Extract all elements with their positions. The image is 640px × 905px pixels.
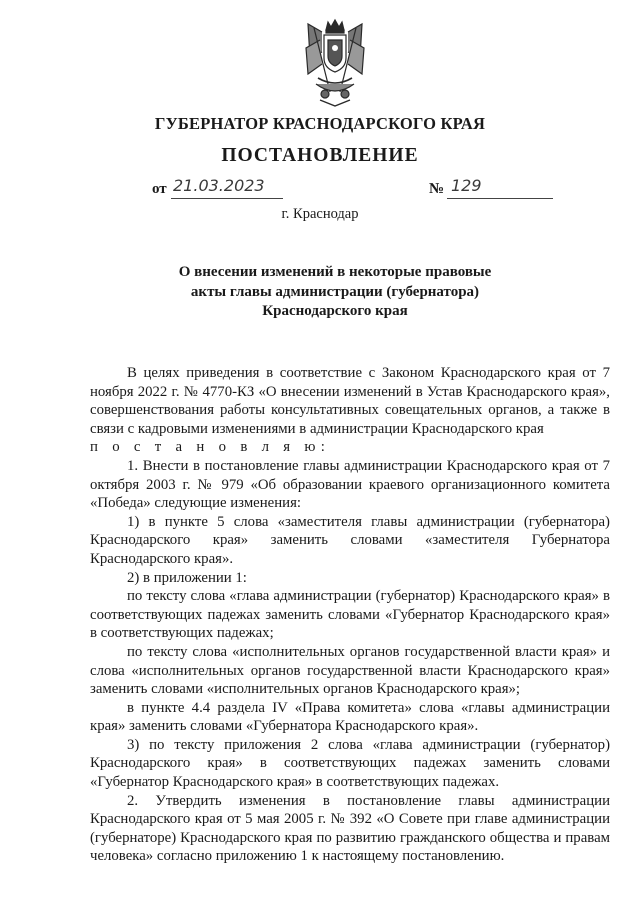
- document-type: ПОСТАНОВЛЕНИЕ: [221, 145, 419, 166]
- body-paragraph: 3) по тексту приложения 2 слова «глава администрации (губернатор) Краснодарского края» в соответствующих падежах заменить словами «Губернатор Краснодарского края» в соответствующих падежах.: [90, 736, 610, 791]
- date-number-row: [0, 176, 640, 205]
- resolve-word: п о с т а н о в л я ю:: [90, 439, 331, 456]
- body-paragraph: 2. Утвердить изменения в постановление главы администрации Краснодарского края от 5 мая 2005 г. № 392 «О Совете при главе администрации (губернаторе) Краснодарского края по развитию гражданского общества и правам человека» согласно приложению 1 к настоящему постановлению.: [90, 792, 610, 865]
- body-paragraph: 2) в приложении 1:: [127, 569, 247, 586]
- authority-title: ГУБЕРНАТОР КРАСНОДАРСКОГО КРАЯ: [154, 114, 486, 133]
- document-body: [90, 364, 610, 866]
- krasnodar-krai-coat-of-arms-icon: [300, 18, 370, 108]
- title-line: Краснодарского края: [262, 303, 408, 319]
- body-paragraph: 1. Внести в постановление главы администрации Краснодарского края от 7 октября 2003 г. № 979 «Об образовании краевого организационного комитета «Победа» следующие изменения:: [90, 457, 610, 512]
- body-paragraph: В целях приведения в соответствие с Законом Краснодарского края от 7 ноября 2022 г. № 4770-КЗ «О внесении изменений в Устав Краснодарского края», совершенствования работы консультативных совещательных органов, а также в связи с кадровыми изменениями в администрации Краснодарского края: [90, 365, 610, 437]
- body-paragraph: по тексту слова «глава администрации (губернатор) Краснодарского края» в соответствующих падежах заменить словами «Губернатор Краснодарского края» в соответствующих падежах;: [90, 588, 610, 642]
- body-paragraph: в пункте 4.4 раздела IV «Права комитета» слова «главы администрации края» заменить словами «Губернатора Краснодарского края».: [90, 699, 610, 735]
- number-prefix: №: [429, 181, 445, 197]
- date-value: 21.03.2023: [171, 176, 283, 199]
- document-title: [140, 263, 530, 322]
- title-line: акты главы администрации (губернатора): [190, 283, 480, 300]
- body-paragraph: по тексту слова «исполнительных органов государственной власти края» и слова «исполнительных органов государственной власти Краснодарского края» заменить словами «исполнительных органов Краснодарского края»;: [90, 643, 610, 698]
- title-line: О внесении изменений в некоторые правовые: [178, 264, 492, 280]
- date-prefix: от: [152, 181, 167, 197]
- city: г. Краснодар: [281, 206, 359, 222]
- coat-of-arms-emblem: [300, 18, 370, 108]
- number-value: 129: [447, 176, 553, 199]
- body-paragraph: 1) в пункте 5 слова «заместителя главы администрации (губернатора) Краснодарского края» заменить словами «заместителя Губернатора Краснодарского края».: [90, 513, 610, 567]
